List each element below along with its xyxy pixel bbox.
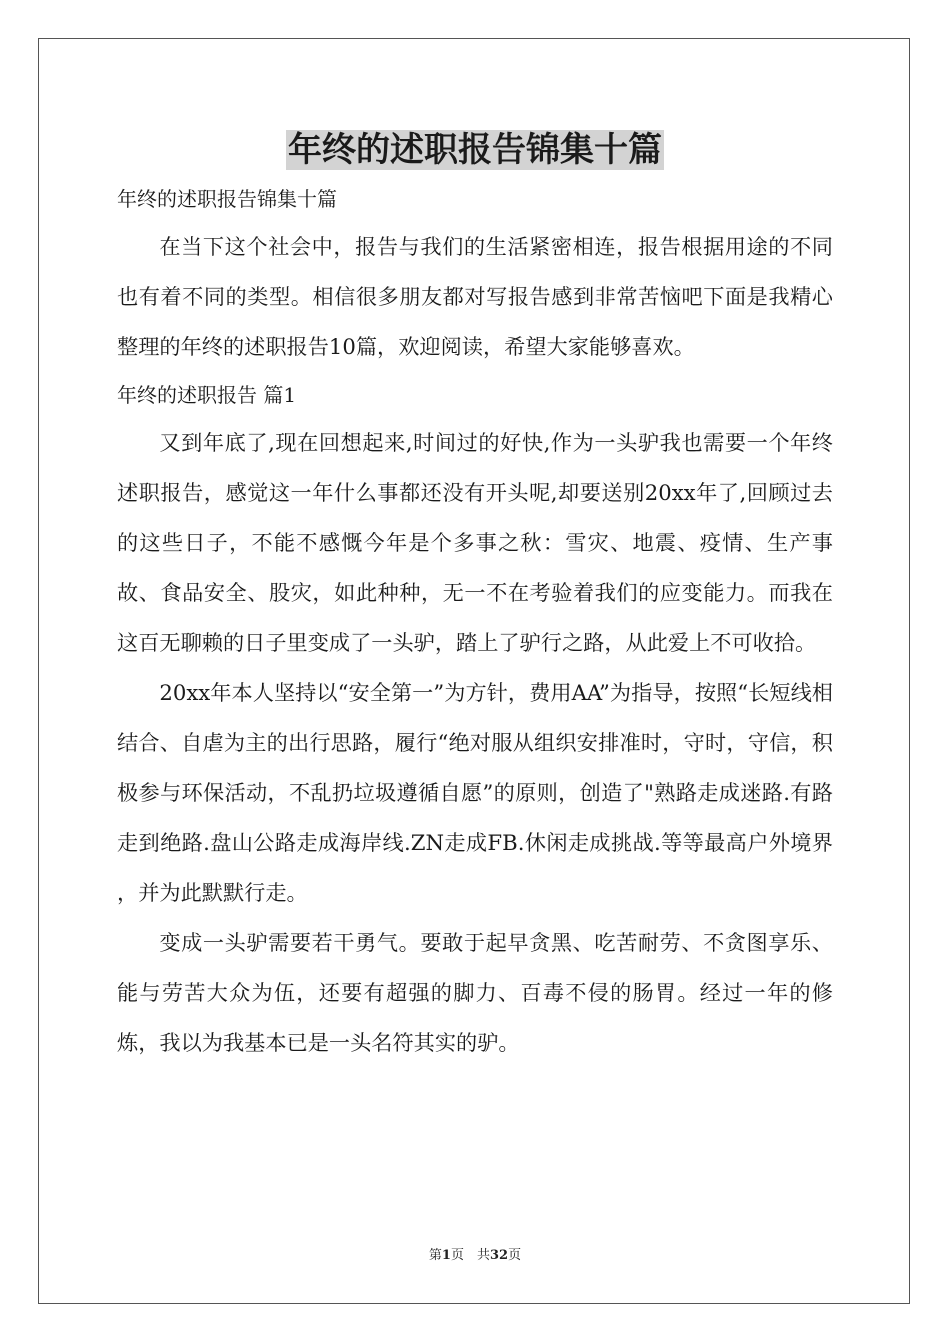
section-heading: 年终的述职报告 篇1 <box>117 383 297 407</box>
footer-page-number: 1 <box>441 1248 451 1263</box>
document-title-text: 年终的述职报告锦集十篇 <box>288 130 662 170</box>
footer-prefix: 第 <box>428 1248 442 1263</box>
page-footer <box>0 1247 950 1265</box>
footer-middle: 页 共 <box>450 1248 490 1263</box>
footer-total-pages: 32 <box>489 1248 509 1263</box>
document-body <box>117 180 833 1068</box>
footer-suffix: 页 <box>508 1248 522 1263</box>
body-paragraph-3: 变成一头驴需要若干勇气。要敢于起早贪黑、吃苦耐劳、不贪图享乐、能与劳苦大众为伍，还要有超强的脚力、百毒不侵的肠胃。经过一年的修炼，我以为我基本已是一头名符其实的驴。 <box>117 930 833 1055</box>
intro-paragraph: 在当下这个社会中，报告与我们的生活紧密相连，报告根据用途的不同也有着不同的类型。相信很多朋友都对写报告感到非常苦恼吧下面是我精心整理的年终的述职报告10篇，欢迎阅读，希望大家能够喜欢。 <box>117 234 833 359</box>
body-paragraph-1: 又到年底了,现在回想起来,时间过的好快,作为一头驴我也需要一个年终述职报告，感觉这一年什么事都还没有开头呢,却要送别20xx年了,回顾过去的这些日子，不能不感慨今年是个多事之秋：雪灾、地震、疫情、生产事故、食品安全、股灾，如此种种，无一不在考验着我们的应变能力。而我在这百无聊赖的日子里变成了一头驴，踏上了驴行之路，从此爱上不可收拾。 <box>117 430 833 655</box>
document-title <box>0 126 950 174</box>
document-subtitle: 年终的述职报告锦集十篇 <box>117 187 337 211</box>
body-paragraph-2: 20xx年本人坚持以“安全第一”为方针，费用AA”为指导，按照“长短线相结合、自虐为主的出行思路，履行“绝对服从组织安排准时，守时，守信，积极参与环保活动，不乱扔垃圾遵循自愿”的原则，创造了"熟路走成迷路.有路走到绝路.盘山公路走成海岸线.ZN走成FB.休闲走成挑战.等等最高户外境界 ，并为此默默行走。 <box>117 680 833 905</box>
